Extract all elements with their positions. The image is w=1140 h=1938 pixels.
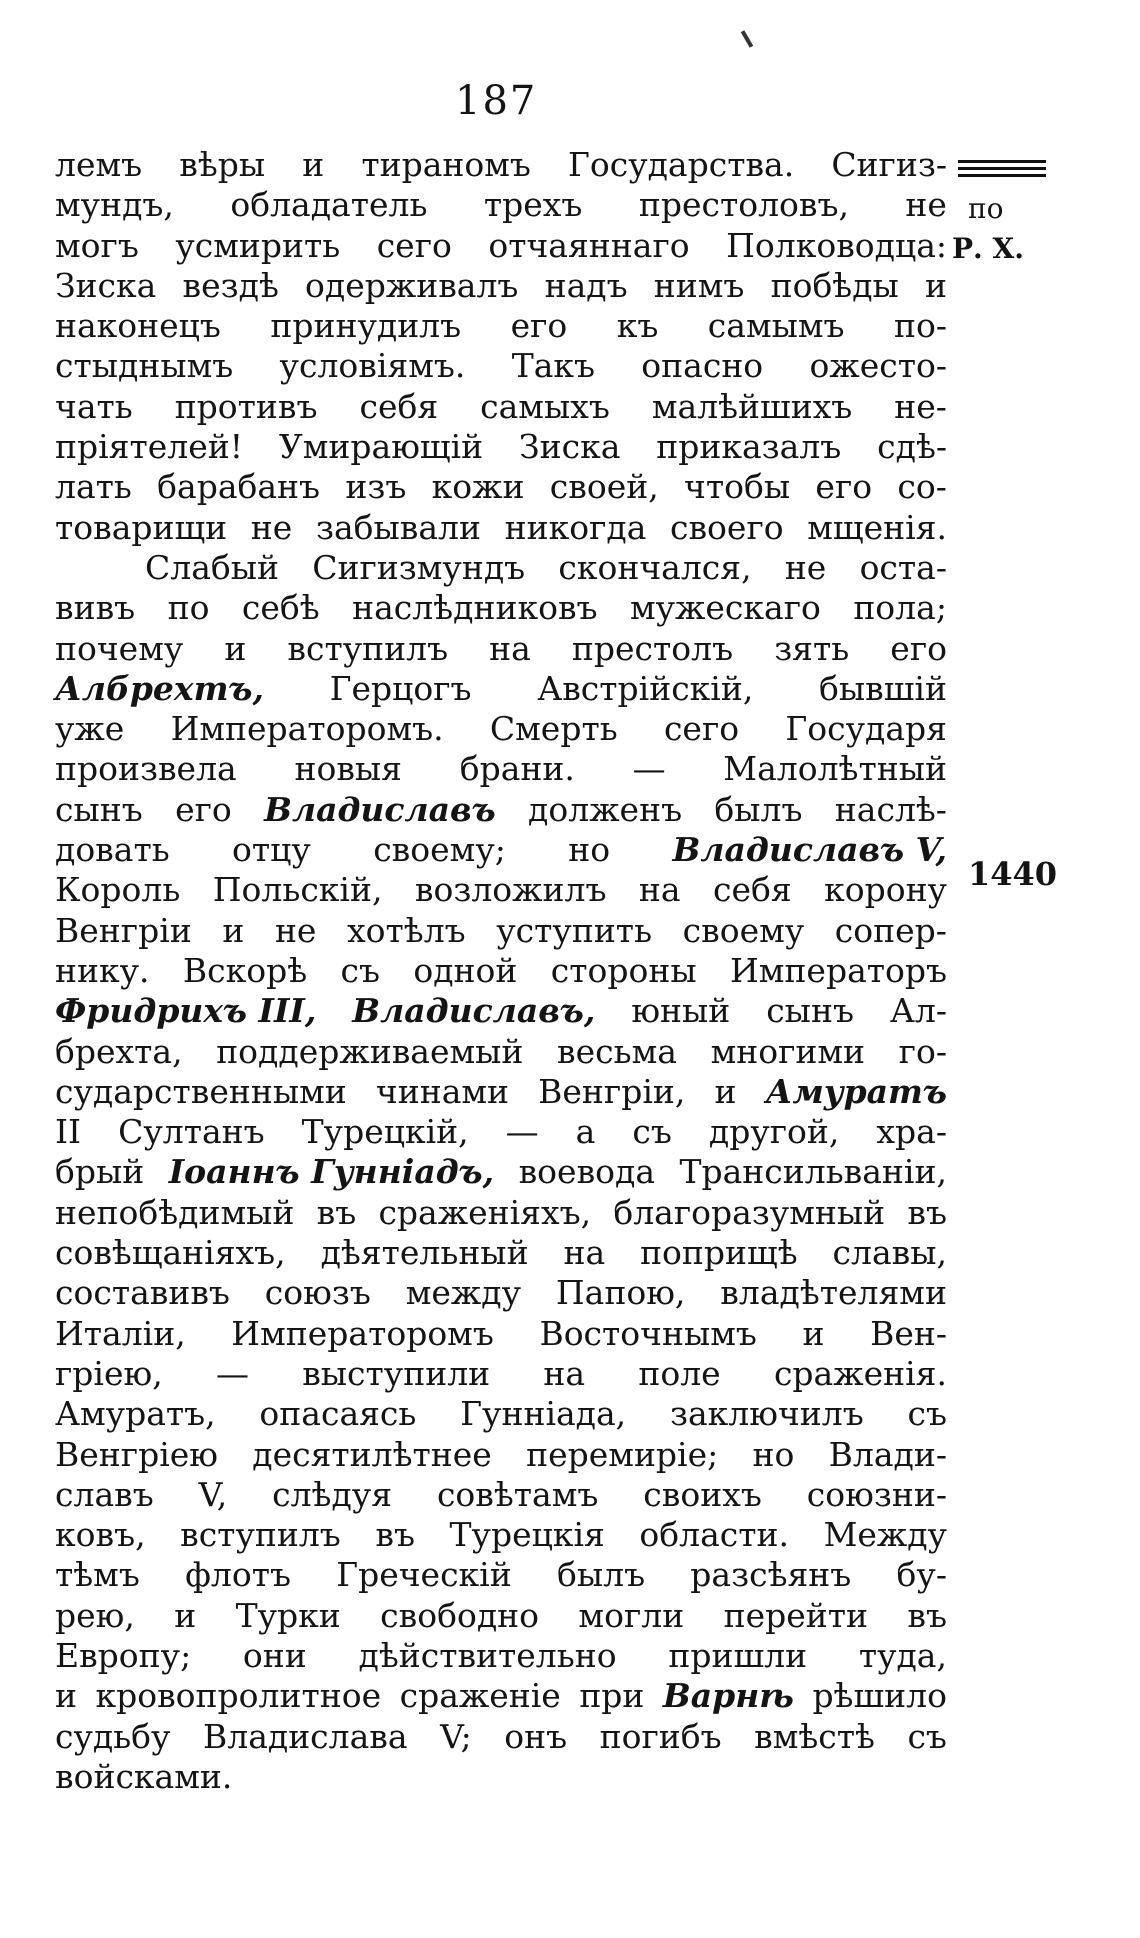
margin-era-rx: Р. Х. (952, 232, 1025, 265)
word: поддерживаемый (216, 1031, 524, 1071)
word: стороны (550, 950, 697, 990)
word: Ал- (889, 991, 947, 1031)
word: сынъ (766, 991, 854, 1031)
word: и (222, 910, 245, 950)
word: чинами (375, 1071, 510, 1111)
word: нимъ (653, 265, 745, 305)
word: на (489, 628, 531, 668)
word: товарищи (55, 507, 228, 547)
word: никогда (504, 507, 647, 547)
word: тираномъ (361, 145, 531, 184)
word: тѣмъ (55, 1555, 140, 1595)
word: слѣдуя (272, 1474, 393, 1514)
text-line (55, 1717, 947, 1757)
word: наконецъ (55, 306, 221, 346)
text-line (55, 1394, 947, 1434)
text-line (55, 1072, 947, 1112)
word: погибъ (599, 1716, 722, 1756)
word: Владиславъ, (352, 991, 596, 1031)
word: своего (670, 507, 784, 547)
word: сдѣ- (877, 427, 947, 467)
word: Восточнымъ (539, 1313, 757, 1353)
word: Албрехтъ, (55, 668, 265, 708)
word: вмѣстѣ (754, 1716, 875, 1756)
text-line (55, 790, 947, 830)
word: принудилъ (270, 306, 462, 346)
text-line (55, 588, 947, 628)
word: почему (55, 628, 184, 668)
word: сраженіяхъ, (378, 1192, 592, 1232)
text-line (55, 548, 947, 588)
word: Императоръ (729, 950, 947, 990)
word: мужескаго (629, 588, 821, 628)
word: бывшій (819, 668, 947, 708)
word: между (405, 1273, 522, 1313)
word: чать (55, 386, 133, 426)
word: Слабый (145, 547, 280, 587)
word: II (55, 1112, 82, 1152)
word: хра- (876, 1112, 947, 1152)
text-line (55, 1676, 947, 1716)
word: флотъ (185, 1555, 291, 1595)
word: его (510, 306, 568, 346)
word: долженъ (528, 789, 683, 829)
word: мщенія. (807, 507, 947, 547)
word: по (167, 588, 210, 628)
word: владѣтелями (720, 1273, 947, 1313)
word: уже (55, 709, 125, 749)
word: десятилѣтнее (252, 1434, 492, 1474)
word: мундъ, (55, 185, 174, 225)
word: Между (823, 1515, 947, 1555)
word: по- (893, 306, 947, 346)
word: престолъ (571, 628, 734, 668)
word: выступили (302, 1353, 491, 1393)
word: хотѣлъ (347, 910, 466, 950)
word: Европу; (55, 1635, 192, 1675)
word: ожесто- (809, 346, 947, 386)
word: воевода (518, 1152, 656, 1192)
word: не- (894, 386, 947, 426)
word: рею, (55, 1595, 135, 1635)
text-line (55, 911, 947, 951)
word: наслѣ- (834, 789, 947, 829)
word: Султанъ (118, 1112, 265, 1152)
word: V, (198, 1474, 228, 1514)
text-line (55, 1233, 947, 1273)
word: Государя (785, 709, 947, 749)
word: опасаясь (259, 1394, 417, 1434)
word: гріею, (55, 1353, 163, 1393)
text-line (55, 1475, 947, 1515)
word: самымъ (707, 306, 845, 346)
word: Греческій (336, 1555, 512, 1595)
word: условіямъ. (279, 346, 466, 386)
text-line (55, 1596, 947, 1636)
word: сударственными (55, 1071, 347, 1111)
word: нику. (55, 950, 150, 990)
word: онъ (504, 1716, 568, 1756)
text-line (55, 508, 947, 548)
word: барабанъ (157, 467, 321, 507)
word: въ (907, 1192, 947, 1232)
word: скончался, (558, 547, 752, 587)
word: себя (359, 386, 439, 426)
word: бу- (896, 1555, 947, 1595)
word: союзъ (264, 1273, 371, 1313)
word: не (250, 507, 293, 547)
word: былъ (556, 1555, 646, 1595)
word: престоловъ, (638, 185, 849, 225)
word: самыхъ (480, 386, 610, 426)
text-line (55, 1273, 947, 1313)
word: совѣтамъ (436, 1474, 599, 1514)
word: сраженія. (773, 1353, 947, 1393)
text-line (55, 387, 947, 427)
word: но (568, 830, 611, 870)
word: новыя (294, 749, 402, 789)
word: Венгріи (55, 910, 192, 950)
word: пола; (853, 588, 947, 628)
word: славы, (832, 1233, 947, 1273)
word: довать (55, 830, 170, 870)
word: возложилъ (414, 870, 607, 910)
word: себя (712, 870, 792, 910)
word: другой, (708, 1112, 840, 1152)
text-line (55, 749, 947, 789)
word: Гунніада, (460, 1394, 627, 1434)
word: Вен- (870, 1313, 947, 1353)
word: обладатель (230, 185, 428, 225)
word: союзни- (806, 1474, 947, 1514)
word: Зиска (519, 427, 621, 467)
word: съ (907, 1716, 947, 1756)
word: вивъ (55, 588, 136, 628)
word: Сигиз- (831, 145, 947, 184)
word: пріятелей! (55, 427, 244, 467)
text-line (55, 467, 947, 507)
text-line (55, 1193, 947, 1233)
word: и (55, 1676, 77, 1716)
word: поле (638, 1353, 721, 1393)
word: наслѣдниковъ (352, 588, 598, 628)
ink-speck (741, 30, 753, 48)
text-line (55, 830, 947, 870)
word: забывали (315, 507, 481, 547)
word: области. (639, 1515, 789, 1555)
word: вездѣ (182, 265, 279, 305)
word: свободно (380, 1595, 540, 1635)
word: брани. (459, 749, 575, 789)
word: Владиславъ V, (672, 830, 947, 870)
word: оста- (859, 547, 947, 587)
word: своему; (373, 830, 506, 870)
text-line (55, 1354, 947, 1394)
margin-rule (958, 160, 1046, 163)
word: изъ (345, 467, 407, 507)
word: отчаяннаго (488, 225, 690, 265)
word: брый (55, 1152, 145, 1192)
word: пришли (668, 1635, 808, 1675)
word: уступить (496, 910, 653, 950)
text-line (55, 1032, 947, 1072)
word: Императоромъ. (170, 709, 444, 749)
word: себѣ (241, 588, 320, 628)
word: перемиріе; (526, 1434, 719, 1474)
word: Такъ (511, 346, 595, 386)
word: могъ (55, 225, 139, 265)
text-line (55, 226, 947, 266)
page-number: 187 (455, 78, 538, 124)
text-line (55, 145, 947, 185)
word: опасно (641, 346, 764, 386)
word: заключилъ (669, 1394, 864, 1434)
word: былъ (714, 789, 803, 829)
text-line (55, 1555, 947, 1595)
word: кровопролитное (95, 1676, 382, 1716)
text-line (55, 1152, 947, 1192)
word: Владиславъ (264, 789, 496, 829)
margin-era-po: по (968, 192, 1004, 225)
word: лемъ (55, 145, 143, 184)
word: Герцогъ (329, 668, 472, 708)
word: не (274, 910, 317, 950)
word: корону (824, 870, 947, 910)
word: трехъ (483, 185, 583, 225)
word: малѣйшихъ (651, 386, 853, 426)
word: а (575, 1112, 596, 1152)
word: къ (616, 306, 659, 346)
text-line (55, 306, 947, 346)
word: усмирить (175, 225, 341, 265)
word: и (224, 628, 247, 668)
word: Турецкій, (301, 1112, 469, 1152)
word: и (924, 265, 947, 305)
text-line (55, 669, 947, 709)
word: кожи (431, 467, 525, 507)
text-line (55, 1314, 947, 1354)
word: своихъ (643, 1474, 762, 1514)
word: Малолѣтный (723, 749, 947, 789)
word: Полководца: (726, 225, 947, 265)
word: брехта, (55, 1031, 183, 1071)
word: своей, (549, 467, 659, 507)
margin-year: 1440 (968, 855, 1058, 893)
word: рѣшило (812, 1676, 947, 1716)
word: и (802, 1313, 825, 1353)
word: дѣйствительно (358, 1635, 617, 1675)
word: не (784, 547, 827, 587)
word: не (905, 185, 947, 225)
word: со- (897, 467, 947, 507)
word: туда, (858, 1635, 947, 1675)
word: сего (376, 225, 452, 265)
word: Турецкія (449, 1515, 605, 1555)
word: Трансильваніи, (679, 1152, 947, 1192)
word: Венгріи, (538, 1071, 686, 1111)
word: непобѣдимый (55, 1192, 295, 1232)
word: могли (578, 1595, 685, 1635)
word: — (505, 1112, 539, 1152)
word: побѣды (770, 265, 899, 305)
word: Іоаннъ Гунніадъ, (168, 1152, 495, 1192)
word: надъ (544, 265, 628, 305)
word: Австрійскій, (537, 668, 754, 708)
word: съ (907, 1394, 947, 1434)
word: его (815, 467, 873, 507)
text-line (55, 1435, 947, 1475)
word: въ (316, 1192, 357, 1232)
word: славъ (55, 1474, 154, 1514)
margin-rule (958, 174, 1046, 177)
word: на (638, 870, 681, 910)
word: зять (774, 628, 850, 668)
word: Амуратъ (765, 1071, 947, 1111)
word: Турки (235, 1595, 341, 1635)
word: вступилъ (180, 1515, 341, 1555)
word: Сигизмундъ (312, 547, 526, 587)
word: Фридрихъ III, (55, 991, 317, 1031)
word: вступилъ (287, 628, 449, 668)
word: благоразумный (613, 1192, 886, 1232)
word: сраженіе (399, 1676, 561, 1716)
word: и (714, 1071, 737, 1111)
word: сопер- (834, 910, 947, 950)
word: Государства. (568, 145, 795, 184)
word: совѣщаніяхъ, (55, 1233, 286, 1273)
text-line (55, 427, 947, 467)
word: Императоромъ (231, 1313, 494, 1353)
text-line (55, 951, 947, 991)
word: съ (340, 950, 380, 990)
word: Владислава (202, 1716, 408, 1756)
word: отцу (232, 830, 311, 870)
word: вѣры (179, 145, 266, 184)
text-line (55, 1515, 947, 1555)
text-line (55, 1636, 947, 1676)
word: сего (663, 709, 740, 749)
word: дѣятельный (320, 1233, 529, 1273)
word: стыднымъ (55, 346, 234, 386)
word: Венгріею (55, 1434, 219, 1474)
word: поприщѣ (640, 1233, 798, 1273)
word: на (563, 1233, 606, 1273)
word: войсками. (55, 1756, 233, 1796)
word: Амуратъ, (55, 1394, 216, 1434)
word: многими (710, 1031, 866, 1071)
margin-rule (958, 167, 1046, 170)
word: судьбу (55, 1716, 171, 1756)
word: — (632, 749, 666, 789)
word: разсѣянъ (690, 1555, 852, 1595)
word: сынъ (55, 789, 143, 829)
word: ковъ, (55, 1515, 146, 1555)
word: произвела (55, 749, 237, 789)
text-line (55, 1112, 947, 1152)
word: Варнѣ (662, 1676, 794, 1716)
word: но (752, 1434, 795, 1474)
word: въ (907, 1595, 947, 1635)
word: Влади- (828, 1434, 947, 1474)
word: съ (632, 1112, 672, 1152)
text-line (55, 991, 947, 1031)
word: они (242, 1635, 307, 1675)
word: Италіи, (55, 1313, 186, 1353)
word: и (174, 1595, 197, 1635)
word: одной (413, 950, 518, 990)
text-line (55, 346, 947, 386)
word: составивъ (55, 1273, 230, 1313)
word: юный (631, 991, 731, 1031)
word: противъ (174, 386, 318, 426)
word: Вскорѣ (182, 950, 308, 990)
text-line (55, 709, 947, 749)
word: Умирающій (278, 427, 484, 467)
word: при (579, 1676, 645, 1716)
word: V; (440, 1716, 472, 1756)
word: его (890, 628, 947, 668)
word: Папою, (555, 1273, 686, 1313)
word: го- (898, 1031, 947, 1071)
text-line (55, 185, 947, 225)
word: — (215, 1353, 249, 1393)
word: и (302, 145, 325, 184)
word: приказалъ (656, 427, 842, 467)
text-line (55, 1757, 947, 1797)
word: одерживалъ (305, 265, 519, 305)
word: Польскій, (212, 870, 383, 910)
word: лать (55, 467, 132, 507)
word: чтобы (684, 467, 791, 507)
word: своему (682, 910, 805, 950)
word: его (175, 789, 232, 829)
word: въ (375, 1515, 415, 1555)
word: Король (55, 870, 181, 910)
word: Смерть (489, 709, 618, 749)
word: Зиска (55, 265, 157, 305)
text-line (55, 629, 947, 669)
body-text (55, 145, 947, 1797)
word: на (543, 1353, 586, 1393)
text-line (55, 266, 947, 306)
word: весьма (557, 1031, 677, 1071)
word: перейти (723, 1595, 869, 1635)
text-line (55, 870, 947, 910)
